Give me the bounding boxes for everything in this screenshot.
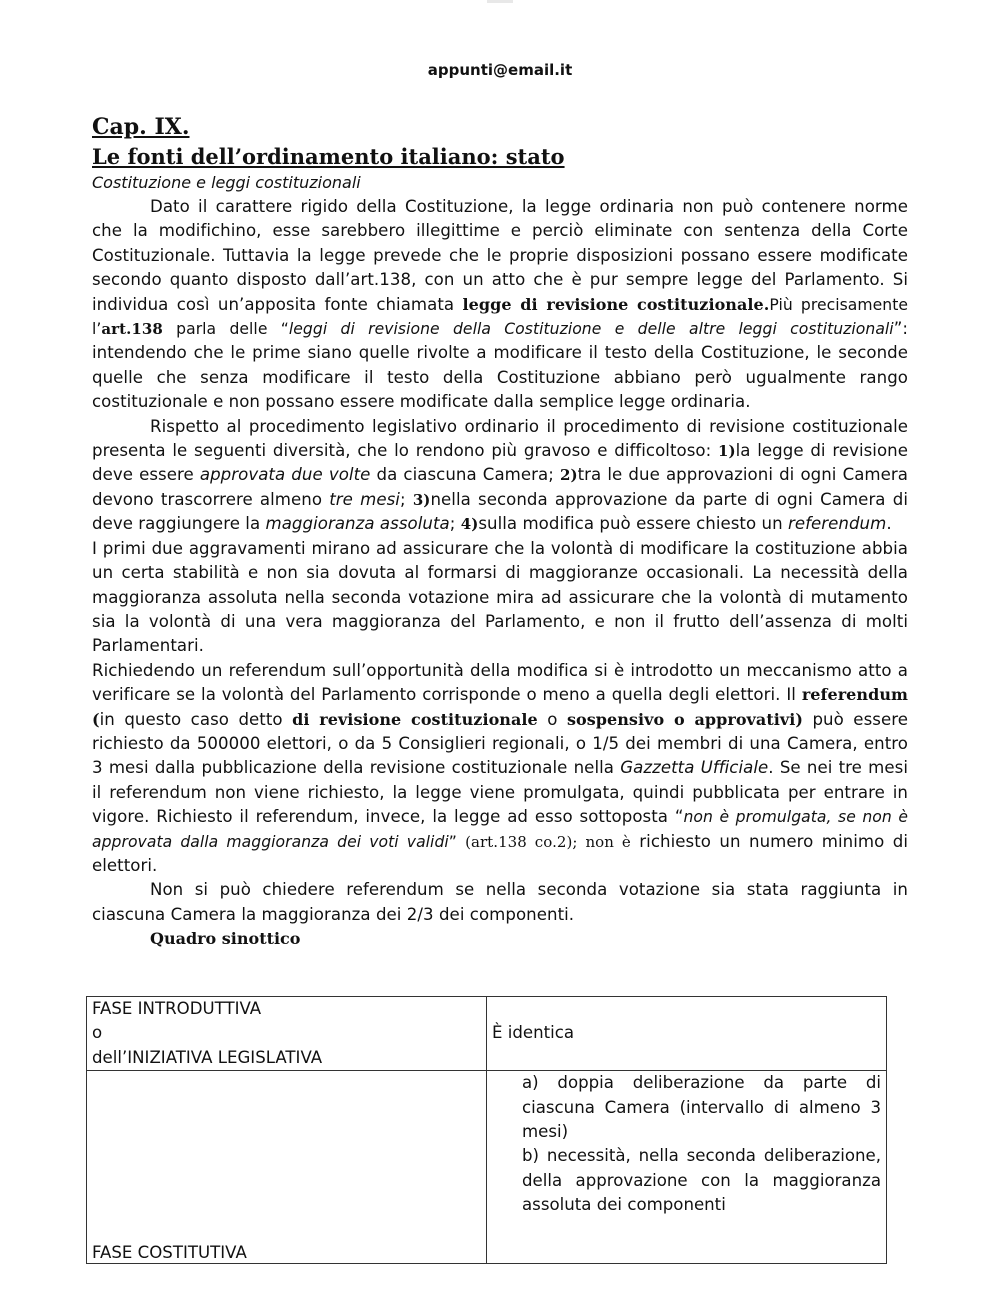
emphasis: tre mesi: [329, 489, 400, 509]
list-number: 2): [559, 466, 578, 485]
term-sospensivo: sospensivo o approvativi): [566, 709, 803, 729]
header-mark: [487, 0, 513, 3]
table-row: [87, 1071, 887, 1264]
table-title: Quadro sinottico: [150, 929, 301, 949]
ref-art-138: art.138: [101, 320, 163, 339]
gazzetta-ufficiale: Gazzetta Ufficiale: [620, 758, 769, 778]
document-body: [92, 113, 908, 951]
phase-label: FASE COSTITUTIVA: [92, 1242, 247, 1262]
text-run: sulla modifica può essere chiesto un: [478, 514, 788, 534]
text-run: o: [537, 709, 567, 729]
description-cell: [487, 997, 887, 1071]
text-run: Dato il carattere rigido della Costituzione, la legge ordinaria non può contenere norme che la modifichino, esse sarebbero illegittime e perciò eliminate con sentenza della Corte Costituzionale. Tuttavia la legge prevede che le proprie disposizioni possano essere modificate secondo quanto disposto dall’art.138, con un atto che è pur sempre legge del Parlamento. Si individua così un’apposita fonte chiamata: [92, 197, 908, 314]
paragraph-two-thirds: Non si può chiedere referendum se nella seconda votazione sia stata raggiunta in ciascuna Camera la maggioranza dei 2/3 dei componenti.: [92, 880, 908, 924]
emphasis: approvata due volte: [199, 465, 371, 485]
list-item: a) doppia deliberazione da parte di ciascuna Camera (intervallo di almeno 3 mesi): [522, 1073, 881, 1142]
ref-art-138-co2: (art.138 co.2); non è: [465, 832, 631, 851]
phase-line: dell’INIZIATIVA LEGISLATIVA: [92, 1047, 323, 1067]
text-run: .: [886, 514, 892, 534]
paragraph-aggravations: I primi due aggravamenti mirano ad assicurare che la volontà di modificare la costituzione abbia un certa stabilità e non sia dovuta al formarsi di maggioranze occasionali. La necessità della maggioranza assoluta nella seconda votazione mira ad assicurare che la volontà di mutamento sia la volontà di una vera maggioranza del Parlamento, e non il frutto dell’assenza di molti Parlamentari.: [92, 538, 908, 656]
list-number: 4): [460, 515, 479, 534]
description-list: [492, 1071, 881, 1215]
list-item: b) necessità, nella seconda deliberazione, della approvazione con la maggioranza assoluta dei componenti: [522, 1146, 881, 1215]
synoptic-table: [86, 996, 887, 1264]
text-run: da ciascuna Camera;: [370, 465, 560, 485]
text-run: ”: intendendo che le prime siano quelle rivolte a modificare il testo della Costituzione, le seconde quelle che senza modificare il testo della Costituzione abbiano però ugualmente rango costituzionale e non possano essere modificate dalla semplice legge ordinaria.: [92, 319, 908, 412]
emphasis: maggioranza assoluta: [265, 514, 450, 534]
paragraph-referendum: [92, 659, 908, 879]
section-heading: Costituzione e leggi costituzionali: [92, 173, 361, 192]
chapter-number: Cap. IX.: [92, 114, 190, 140]
phase-line: FASE INTRODUTTIVA: [92, 999, 262, 1018]
author-email: appunti@email.it: [427, 61, 573, 79]
table-row: [87, 997, 887, 1071]
text-run: ;: [449, 514, 461, 534]
list-number: 3): [412, 490, 431, 509]
text-run: tra le due approvazioni di ogni Camera devono trascorrere almeno: [92, 465, 908, 509]
paragraph-differences: [92, 415, 908, 537]
description-cell: [487, 1071, 887, 1264]
quote-art-138: leggi di revisione della Costituzione e delle altre leggi costituzionali: [288, 320, 894, 339]
paragraph-rigid-constitution: [92, 195, 908, 415]
text-run: la legge di revisione deve essere: [92, 441, 908, 485]
list-number: 1): [718, 442, 736, 461]
quote-art-138-co2: non è promulgata, se non è approvata dalla maggioranza dei voti validi: [92, 808, 908, 851]
text-run: parla delle “: [162, 320, 289, 339]
phase-cell: [87, 1071, 487, 1264]
emphasis: referendum: [787, 514, 887, 534]
phase-cell: [87, 997, 487, 1071]
phase-line: o: [92, 1023, 103, 1043]
text-run: può essere richiesto da 500000 elettori, o da 5 Consiglieri regionali, o 1/5 dei membri di una Camera, entro 3 mesi dalla pubblicazione della revisione costituzionale nella: [92, 709, 908, 778]
text-run: in questo caso detto: [99, 709, 293, 729]
term-revisione-costituzionale: di revisione costituzionale: [292, 709, 538, 729]
text-run: ;: [399, 489, 413, 509]
text-run: Più precisamente l’: [92, 295, 908, 339]
term-legge-di-revisione: legge di revisione costituzionale: [462, 294, 764, 314]
text-run: ”: [448, 832, 466, 851]
phase-description: È identica: [492, 1023, 575, 1043]
text-run: Rispetto al procedimento legislativo ordinario il procedimento di revisione costituzionale presenta le seguenti diversità, che lo rendono più gravoso e difficoltoso:: [92, 416, 908, 461]
term-referendum: referendum (: [92, 685, 908, 729]
text-run: .: [763, 294, 770, 314]
text-run: richiesto un numero minimo di elettori.: [92, 831, 909, 875]
text-run: . Se nei tre mesi il referendum non viene richiesto, la legge viene promulgata, quindi pubblicata per entrare in vigore. Richiesto il referendum, invece, la legge ad esso sottoposta “: [92, 758, 908, 827]
text-run: Richiedendo un referendum sull’opportunità della modifica si è introdotto un meccanismo atto a verificare se la volontà del Parlamento corrisponde o meno a quella degli elettori. Il: [92, 660, 908, 705]
text-run: nella seconda approvazione da parte di ogni Camera di deve raggiungere la: [92, 489, 908, 534]
chapter-title: Le fonti dell’ordinamento italiano: stato: [92, 144, 565, 169]
